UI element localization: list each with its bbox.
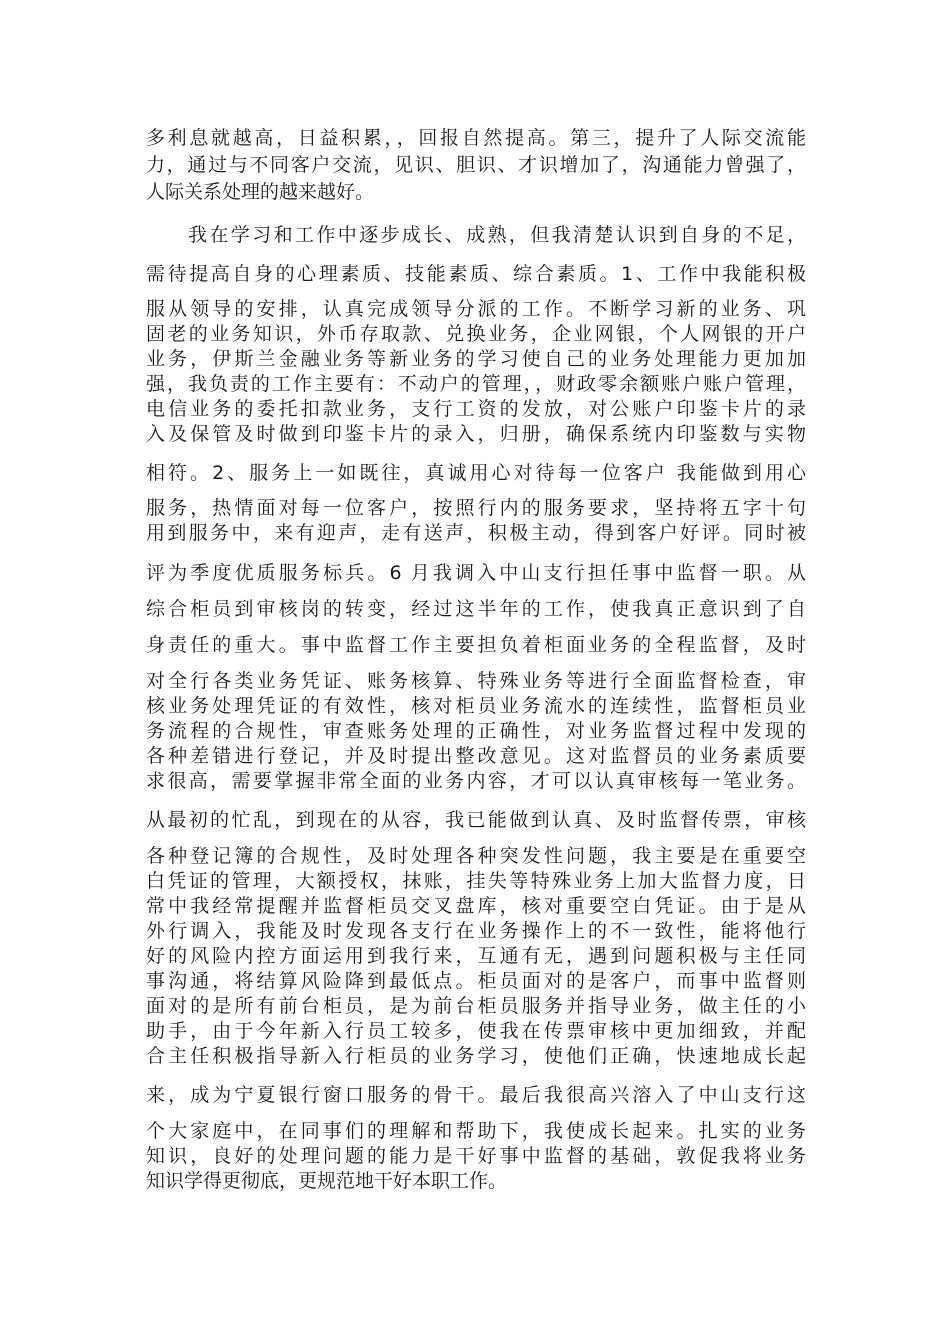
text-line: 面对的是所有前台柜员，是为前台柜员服务并指导业务，做主任的小	[146, 995, 806, 1017]
text-line: 我在学习和工作中逐步成长、成熟，但我清楚认识到自身的不足，	[188, 224, 806, 246]
text-line: 外行调入，我能及时发现各支行在业务操作上的不一致性，能将他行	[146, 920, 806, 942]
text-line: 助手，由于今年新入行员工较多，使我在传票审核中更加细致，并配	[146, 1020, 806, 1042]
text-line: 用到服务中，来有迎声，走有送声，积极主动，得到客户好评。同时被	[146, 522, 806, 544]
text-line: 电信业务的委托扣款业务，支行工资的发放，对公账户印鉴卡片的录	[146, 398, 806, 420]
text-line: 常中我经常提醒并监督柜员交叉盘库，核对重要空白凭证。由于是从	[146, 895, 806, 917]
text-line: 多利息就越高，日益积累，，回报自然提高。第三，提升了人际交流能	[146, 127, 806, 149]
text-line: 个大家庭中，在同事们的理解和帮助下，我使成长起来。扎实的业务	[146, 1120, 806, 1142]
text-line: 各种登记簿的合规性，及时处理各种突发性问题，我主要是在重要空	[146, 845, 806, 867]
text-line: 入及保管及时做到印鉴卡片的录入，归册，确保系统内印鉴数与实物	[146, 423, 806, 445]
text-line: 人际关系处理的越来越好。	[146, 181, 375, 203]
text-line: 从最初的忙乱，到现在的从容，我已能做到认真、及时监督传票，审核	[146, 809, 806, 831]
text-line: 力，通过与不同客户交流，见识、胆识、才识增加了，沟通能力曾强了，	[146, 154, 806, 176]
text-line: 知识学得更彻底，更规范地干好本职工作。	[146, 1170, 508, 1192]
text-line: 好的风险内控方面运用到我行来，互通有无，遇到问题积极与主任同	[146, 945, 806, 967]
text-line: 求很高，需要掌握非常全面的业务内容，才可以认真审核每一笔业务。	[146, 770, 806, 792]
text-line: 评为季度优质服务标兵。6 月我调入中山支行担任事中监督一职。从	[146, 562, 806, 584]
text-line: 知识，良好的处理问题的能力是干好事中监督的基础，敦促我将业务	[146, 1145, 806, 1167]
text-line: 服从领导的安排，认真完成领导分派的工作。不断学习新的业务、巩	[146, 298, 806, 320]
text-line: 务流程的合规性，审查账务处理的正确性，对业务监督过程中发现的	[146, 720, 806, 742]
text-line: 对全行各类业务凭证、账务核算、特殊业务等进行全面监督检查，审	[146, 670, 806, 692]
text-line: 服务，热情面对每一位客户，按照行内的服务要求，坚持将五字十句	[146, 497, 806, 519]
text-line: 综合柜员到审核岗的转变，经过这半年的工作，使我真正意识到了自	[146, 598, 806, 620]
text-line: 核业务处理凭证的有效性，核对柜员业务流水的连续性，监督柜员业	[146, 695, 806, 717]
text-line: 来，成为宁夏银行窗口服务的骨干。最后我很高兴溶入了中山支行这	[146, 1084, 806, 1106]
text-line: 合主任积极指导新入行柜员的业务学习，使他们正确，快速地成长起	[146, 1045, 806, 1067]
text-line: 业务，伊斯兰金融业务等新业务的学习使自己的业务处理能力更加加	[146, 348, 806, 370]
text-line: 强，我负责的工作主要有：不动户的管理，，财政零余额账户账户管理，	[146, 373, 806, 395]
text-line: 事沟通，将结算风险降到最低点。柜员面对的是客户，而事中监督则	[146, 970, 806, 992]
text-line: 白凭证的管理，大额授权，抹账，挂失等特殊业务上加大监督力度，日	[146, 870, 806, 892]
text-line: 需待提高自身的心理素质、技能素质、综合素质。1、工作中我能积极	[146, 263, 806, 285]
text-line: 身责任的重大。事中监督工作主要担负着柜面业务的全程监督，及时	[146, 634, 806, 656]
text-line: 固老的业务知识，外币存取款、兑换业务，企业网银，个人网银的开户	[146, 323, 806, 345]
text-line: 各种差错进行登记，并及时提出整改意见。这对监督员的业务素质要	[146, 745, 806, 767]
text-line: 相符。2、服务上一如既往，真诚用心对待每一位客户 我能做到用心	[146, 462, 806, 484]
